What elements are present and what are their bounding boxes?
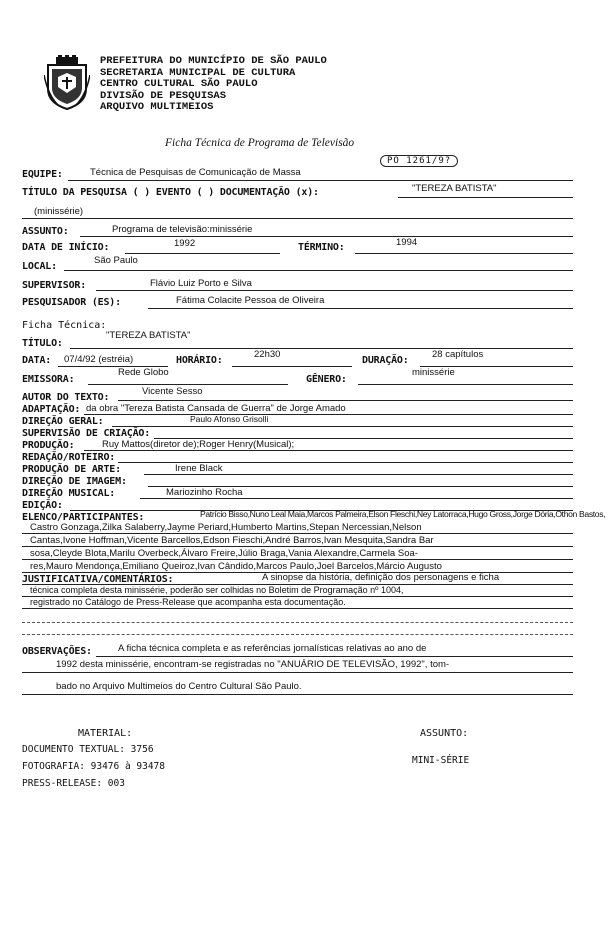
form-title: Ficha Técnica de Programa de Televisão	[165, 137, 355, 149]
direcao-musical-label: DIREÇÃO MUSICAL:	[22, 488, 116, 499]
observacoes-line: bado no Arquivo Multimeios do Centro Cultural São Paulo.	[56, 681, 302, 692]
termino-label: TÉRMINO:	[298, 242, 345, 253]
data-label: DATA:	[22, 355, 52, 366]
header-line: SECRETARIA MUNICIPAL DE CULTURA	[100, 66, 296, 79]
titulo-pesquisa-label: TÍTULO DA PESQUISA ( ) EVENTO ( ) DOCUMENTAÇÃO (x):	[22, 187, 319, 198]
autor-label: AUTOR DO TEXTO:	[22, 392, 110, 403]
justificativa-label: JUSTIFICATIVA/COMENTÁRIOS:	[22, 574, 174, 585]
direcao-imagem-label: DIREÇÃO DE IMAGEM:	[22, 476, 127, 487]
observacoes-line: 1992 desta minissérie, encontram-se registradas no "ANUÁRIO DE TELEVISÃO, 1992", tom-	[56, 659, 450, 670]
data-inicio-value: 1992	[174, 238, 196, 249]
institution-header	[100, 56, 327, 114]
horario-value: 22h30	[254, 349, 281, 360]
producao-arte-label: PRODUÇÃO DE ARTE:	[22, 464, 121, 475]
pesquisador-label: PESQUISADOR (ES):	[22, 297, 121, 308]
assunto-label: ASSUNTO:	[22, 226, 69, 237]
titulo-label: TÍTULO:	[22, 338, 63, 349]
ficha-heading: Ficha Técnica:	[22, 320, 107, 331]
supervisor-label: SUPERVISOR:	[22, 280, 87, 291]
supervisor-value: Flávio Luiz Porto e Silva	[150, 278, 252, 289]
material-item: FOTOGRAFIA: 93476 à 93478	[22, 761, 165, 772]
local-value: São Paulo	[94, 255, 138, 266]
data-value: 07/4/92 (estréia)	[64, 354, 134, 365]
equipe-value: Técnica de Pesquisas de Comunicação de Massa	[90, 167, 301, 178]
equipe-label: EQUIPE:	[22, 169, 63, 180]
genero-value: minissérie	[412, 367, 455, 378]
duracao-label: DURAÇÃO:	[362, 355, 409, 366]
document-stamp: PO 1261/9?	[380, 155, 458, 167]
header-line: PREFEITURA DO MUNICÍPIO DE SÃO PAULO	[100, 55, 327, 67]
autor-value: Vicente Sesso	[142, 386, 203, 397]
material-item: PRESS-RELEASE: 003	[22, 778, 125, 789]
justificativa-line: A sinopse da história, definição dos personagens e ficha	[262, 572, 500, 583]
header-line: CENTRO CULTURAL SÃO PAULO	[100, 78, 258, 90]
genero-label: GÊNERO:	[306, 374, 347, 385]
pesquisador-value: Fátima Colacite Pessoa de Oliveira	[176, 295, 325, 306]
minisserie-note: (minissérie)	[34, 206, 84, 217]
producao-label: PRODUÇÃO:	[22, 440, 75, 451]
adaptacao-value: da obra "Tereza Batista Cansada de Guerra" de Jorge Amado	[86, 403, 346, 414]
coat-of-arms-logo	[44, 55, 90, 111]
redacao-label: REDAÇÃO/ROTEIRO:	[22, 452, 116, 463]
adaptacao-label: ADAPTAÇÃO:	[22, 404, 81, 415]
local-label: LOCAL:	[22, 261, 57, 272]
material-item: DOCUMENTO TEXTUAL: 3756	[22, 744, 154, 755]
emissora-label: EMISSORA:	[22, 374, 75, 385]
direcao-geral-label: DIREÇÃO GERAL:	[22, 416, 104, 427]
data-inicio-label: DATA DE INÍCIO:	[22, 242, 110, 253]
duracao-value: 28 capítulos	[432, 349, 484, 360]
supervisao-label: SUPERVISÃO DE CRIAÇÃO:	[22, 428, 151, 439]
assunto-value: Programa de televisão:minissérie	[112, 224, 253, 235]
observacoes-label: OBSERVAÇÕES:	[22, 646, 92, 657]
elenco-line: Patrício Bisso,Nuno Leal Maia,Marcos Palmeira,Elson Fleschi,Ney Latorraca,Hugo Gross,Jorge Dória,Othon Bastos,	[200, 509, 606, 519]
assunto-heading: ASSUNTO:	[420, 728, 469, 739]
elenco-label: ELENCO/PARTICIPANTES:	[22, 512, 145, 523]
termino-value: 1994	[396, 237, 418, 248]
horario-label: HORÁRIO:	[176, 355, 223, 366]
producao-value: Ruy Mattos(diretor de);Roger Henry(Musical);	[102, 439, 295, 450]
justificativa-line: técnica completa desta minissérie, poderão ser colhidas no Boletim de Programação nº 1004,	[30, 585, 404, 595]
material-heading: MATERIAL:	[78, 728, 133, 739]
direcao-geral-value: Paulo Afonso Grisolli	[190, 414, 269, 424]
observacoes-line: A ficha técnica completa e as referências jornalísticas relativas ao ano de	[118, 643, 427, 654]
emissora-value: Rede Globo	[118, 367, 169, 378]
justificativa-line: registrado no Catálogo de Press-Release que acompanha esta documentação.	[30, 597, 346, 607]
titulo-pesquisa-value: "TEREZA BATISTA"	[412, 183, 497, 194]
header-line: DIVISÃO DE PESQUISAS	[100, 89, 227, 102]
assunto-box-value: MINI-SÉRIE	[412, 755, 470, 766]
producao-arte-value: Irene Black	[175, 463, 223, 474]
elenco-line: Castro Gonzaga,Zilka Salaberry,Jayme Periard,Humberto Martins,Stepan Nercessian,Nelson	[30, 522, 422, 533]
titulo-value: "TEREZA BATISTA"	[106, 330, 191, 341]
direcao-musical-value: Mariozinho Rocha	[166, 487, 243, 498]
header-line: ARQUIVO MULTIMEIOS	[100, 101, 214, 113]
edicao-label: EDIÇÃO:	[22, 500, 63, 511]
elenco-line: res,Mauro Mendonça,Emiliano Queiroz,Ivan Cândido,Marcos Paulo,Joel Barcelos,Márcio Augusto	[30, 561, 442, 572]
elenco-line: Cantas,Ivone Hoffman,Vicente Barcellos,Edson Fieschi,André Barros,Ivan Mesquita,Sandra Bar	[30, 535, 434, 546]
elenco-line: sosa,Cleyde Blota,Marilu Overbeck,Álvaro Freire,Júlio Braga,Vania Alexandre,Carmela Soa-	[30, 548, 418, 559]
